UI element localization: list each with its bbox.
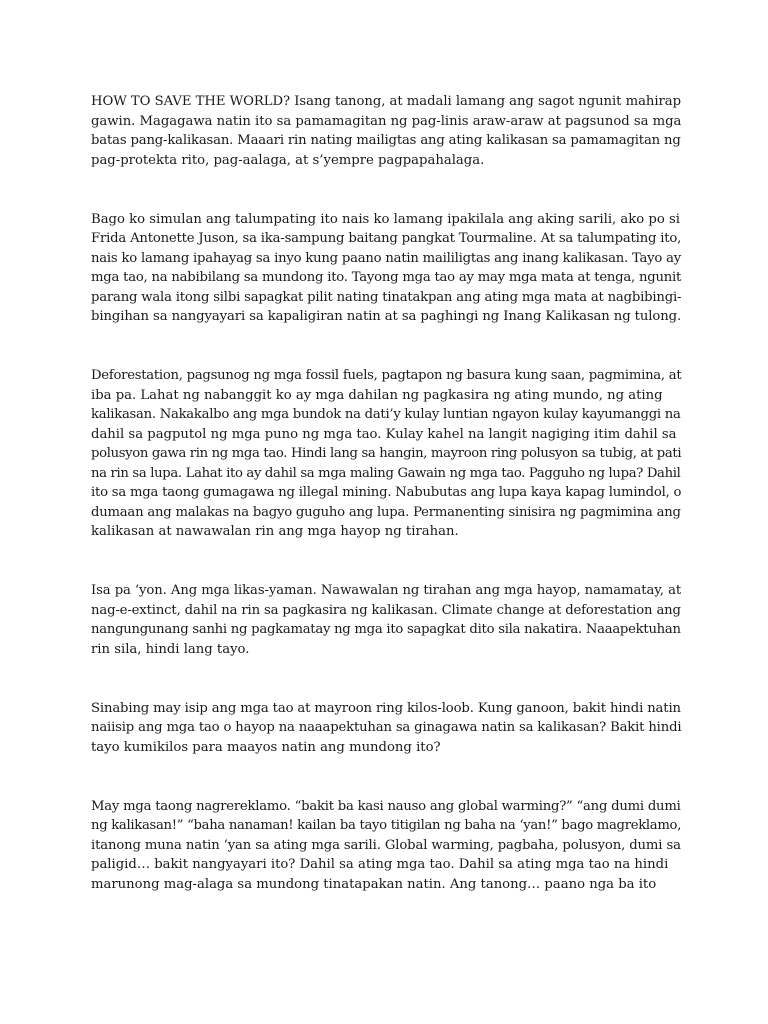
text-line: gawin. Magagawa natin ito sa pamamagitan ng pag-linis araw-araw at pagsunod sa mga xyxy=(91,113,682,129)
text-line: dumaan ang malakas na bagyo guguho ang lupa. Permanenting sinisira ng pagmimina ang xyxy=(91,504,681,520)
text-line: HOW TO SAVE THE WORLD? Isang tanong, at madali lamang ang sagot ngunit mahirap xyxy=(91,94,682,109)
text-line: May mga taong nagrereklamo. “bakit ba kasi nauso ang global warming?” “ang dumi dumi xyxy=(91,798,681,814)
text-line: itanong muna natin ‘yan sa ating mga sarili. Global warming, pagbaha, polusyon, dumi sa xyxy=(91,837,681,853)
text-line: kalikasan. Nakakalbo ang mga bundok na dati’y kulay luntian ngayon kulay kayumanggi na xyxy=(91,407,681,422)
text-line: nais ko lamang ipahayag sa inyo kung paano natin maililigtas ang inang kalikasan. Tayo ay xyxy=(91,250,682,266)
text-line: paligid… bakit nangyayari ito? Dahil sa ating mga tao. Dahil sa ating mga tao na hindi xyxy=(91,857,669,872)
text-line: kalikasan at nawawalan rin ang mga hayop ng tirahan. xyxy=(91,524,459,539)
text-line: Sinabing may isip ang mga tao at mayroon ring kilos-loob. Kung ganoon, bakit hindi natin xyxy=(91,700,681,716)
text-line: nag-e-extinct, dahil na rin sa pagkasira ng kalikasan. Climate change at deforestation ang xyxy=(91,602,681,618)
text-line: mga tao, na nabibilang sa mundong ito. Tayong mga tao ay may mga mata at tenga, ngunit xyxy=(91,270,682,285)
text-line: ng kalikasan!” “baha nanaman! kailan ba tayo titigilan ng baha na ‘yan!” bago magreklamo, xyxy=(91,818,682,833)
text-line: nangungunang sanhi ng pagkamatay ng mga ito sapagkat dito sila nakatira. Naaapektuhan xyxy=(91,622,681,637)
text-line: marunong mag-alaga sa mundong tinatapakan natin. Ang tanong… paano nga ba ito xyxy=(91,876,657,892)
text-line: polusyon gawa rin ng mga tao. Hindi lang sa hangin, mayroon ring polusyon sa tubig, at pati xyxy=(91,446,682,461)
paragraph-1 xyxy=(91,92,681,170)
text-line: naiisip ang mga tao o hayop na naaapektuhan sa ginagawa natin sa kalikasan? Bakit hindi xyxy=(91,720,682,735)
paragraph-3 xyxy=(91,366,681,542)
paragraph-5 xyxy=(91,699,681,758)
text-line: na rin sa lupa. Lahat ito ay dahil sa mga maling Gawain ng mga tao. Pagguho ng lupa? Dahil xyxy=(91,465,681,481)
paragraph-2 xyxy=(91,210,681,327)
text-line: Isa pa ‘yon. Ang mga likas-yaman. Nawawalan ng tirahan ang mga hayop, namamatay, at xyxy=(91,583,682,598)
text-line: parang wala itong silbi sapagkat pilit nating tinatakpan ang ating mga mata at nagbibingi- xyxy=(91,289,682,305)
text-line: batas pang-kalikasan. Maaari rin nating mailigtas ang ating kalikasan sa pamamagitan ng xyxy=(91,133,681,148)
text-line: tayo kumikilos para maayos natin ang mundong ito? xyxy=(91,739,441,755)
document-body xyxy=(91,92,681,894)
paragraph-6 xyxy=(91,797,681,895)
text-line: ito sa mga taong gumagawa ng illegal mining. Nabubutas ang lupa kaya kapag lumindol, o xyxy=(91,485,682,500)
text-line: Deforestation, pagsunog ng mga fossil fuels, pagtapon ng basura kung saan, pagmimina, at xyxy=(91,368,682,383)
text-line: bingihan sa nangyayari sa kapaligiran natin at sa paghingi ng Inang Kalikasan ng tulong. xyxy=(91,309,682,324)
text-line: rin sila, hindi lang tayo. xyxy=(91,641,250,657)
text-line: dahil sa pagputol ng mga puno ng mga tao. Kulay kahel na langit nagiging itim dahil sa xyxy=(91,426,677,442)
text-line: pag-protekta rito, pag-aalaga, at s’yempre pagpapahalaga. xyxy=(91,152,485,168)
text-line: iba pa. Lahat ng nabanggit ko ay mga dahilan ng pagkasira ng ating mundo, ng ating xyxy=(91,387,663,403)
paragraph-4 xyxy=(91,581,681,659)
text-line: Frida Antonette Juson, sa ika-sampung baitang pangkat Tourmaline. At sa talumpating ito, xyxy=(91,231,682,246)
text-line: Bago ko simulan ang talumpating ito nais ko lamang ipakilala ang aking sarili, ako po si xyxy=(91,211,680,227)
